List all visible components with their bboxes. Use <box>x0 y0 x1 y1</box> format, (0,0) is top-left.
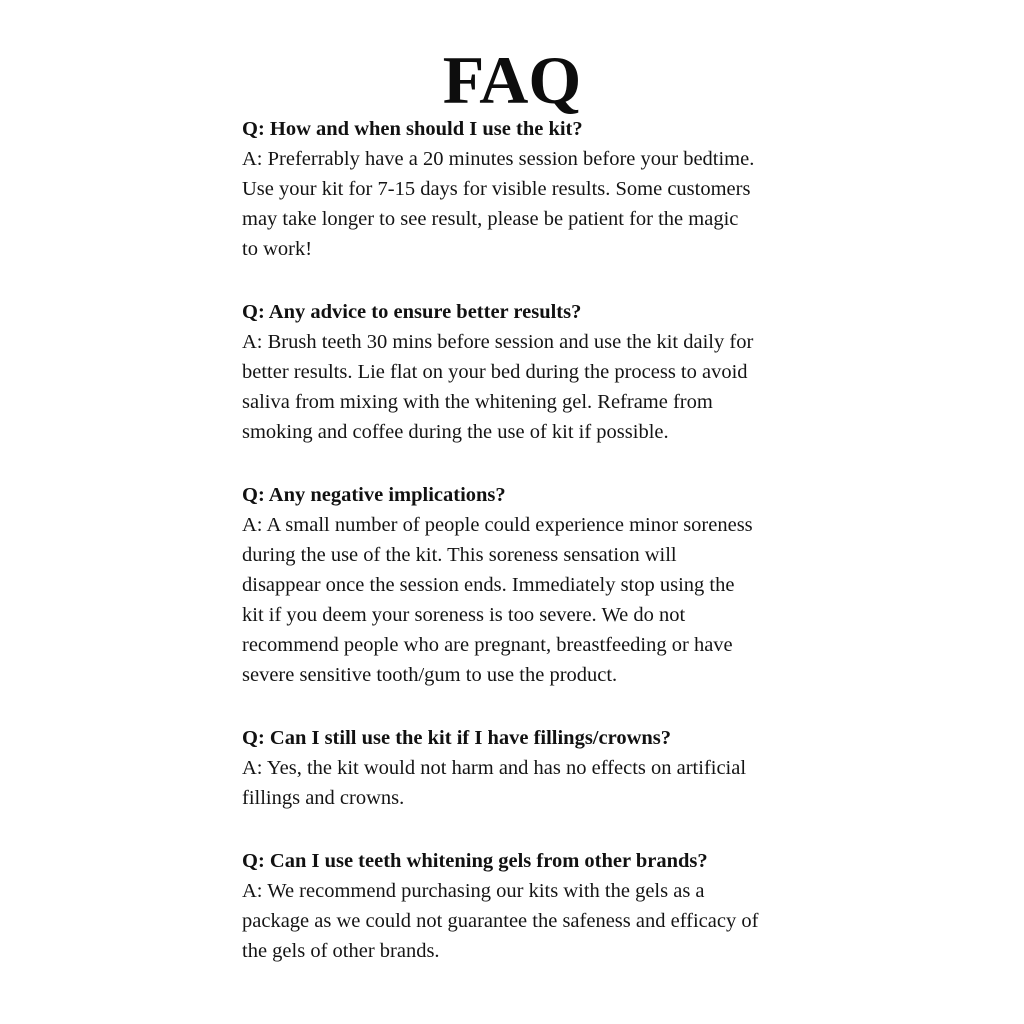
question-text: Q: Can I still use the kit if I have fillings/crowns? <box>242 727 672 749</box>
faq-section <box>242 114 842 264</box>
answer-line: A: Yes, the kit would not harm and has no effects on artificial <box>242 757 747 779</box>
question-text: Q: How and when should I use the kit? <box>242 118 583 140</box>
question-text: Q: Any negative implications? <box>242 484 506 506</box>
answer-line: package as we could not guarantee the safeness and efficacy of <box>242 910 759 932</box>
answer-line: Use your kit for 7-15 days for visible results. Some customers <box>242 178 751 200</box>
answer-line: recommend people who are pregnant, breastfeeding or have <box>242 634 733 656</box>
faq-section <box>242 297 842 447</box>
answer-line: severe sensitive tooth/gum to use the product. <box>242 664 618 686</box>
answer-line: A: We recommend purchasing our kits with the gels as a <box>242 880 705 902</box>
faq-section <box>242 846 842 966</box>
answer-line: smoking and coffee during the use of kit if possible. <box>242 421 669 443</box>
answer-line: A: Preferrably have a 20 minutes session before your bedtime. <box>242 148 755 170</box>
question-text: Q: Any advice to ensure better results? <box>242 301 582 323</box>
answer-line: may take longer to see result, please be patient for the magic <box>242 208 739 230</box>
answer-line: to work! <box>242 238 313 260</box>
answer-line: kit if you deem your soreness is too severe. We do not <box>242 604 686 626</box>
answer-line: A: A small number of people could experience minor soreness <box>242 514 753 536</box>
answer-line: A: Brush teeth 30 mins before session and use the kit daily for <box>242 331 754 353</box>
faq-content <box>242 114 842 999</box>
question-text: Q: Can I use teeth whitening gels from other brands? <box>242 850 708 872</box>
faq-section <box>242 480 842 690</box>
answer-line: the gels of other brands. <box>242 940 440 962</box>
faq-section <box>242 723 842 813</box>
answer-line: saliva from mixing with the whitening gel. Reframe from <box>242 391 713 413</box>
page-title: FAQ <box>442 42 582 118</box>
answer-line: fillings and crowns. <box>242 787 405 809</box>
answer-line: better results. Lie flat on your bed during the process to avoid <box>242 361 748 383</box>
answer-line: during the use of the kit. This soreness sensation will <box>242 544 677 566</box>
answer-line: disappear once the session ends. Immediately stop using the <box>242 574 735 596</box>
